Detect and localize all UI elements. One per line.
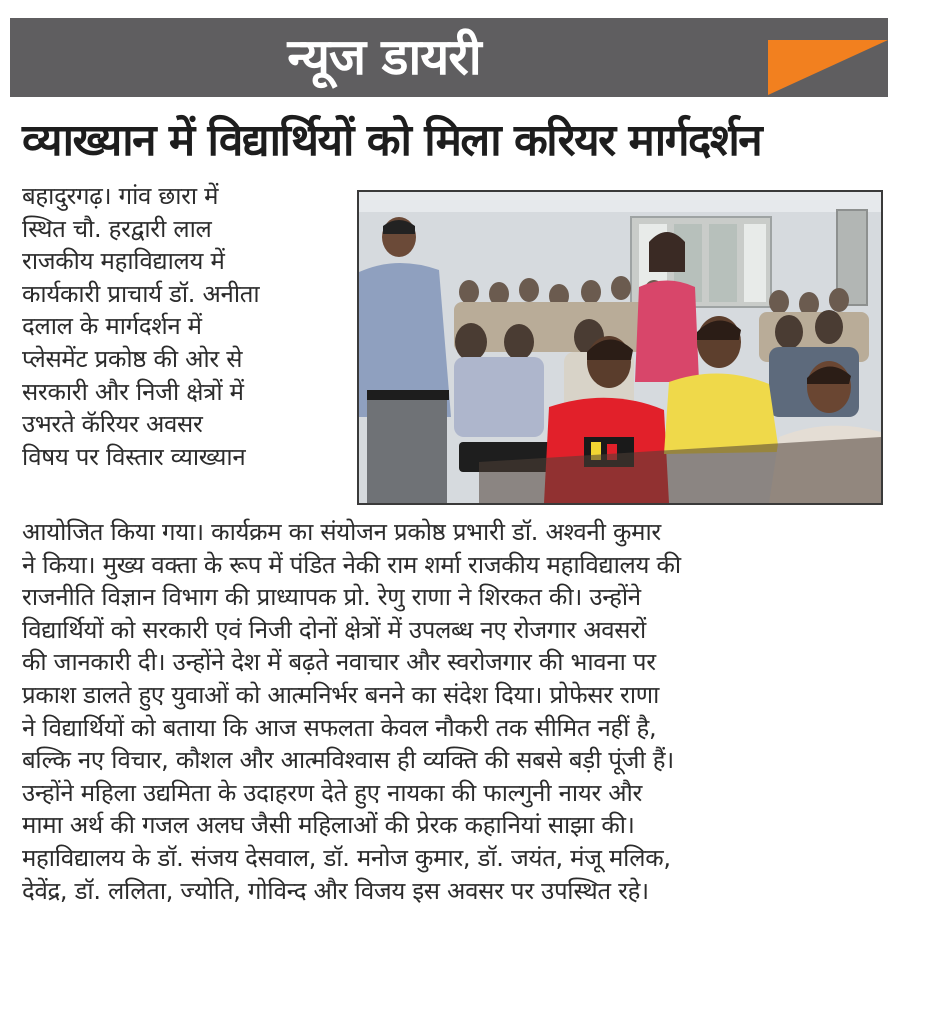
body-line: देवेंद्र, डॉ. ललिता, ज्योति, गोविन्द और विजय इस अवसर पर उपस्थित रहे। [22, 876, 649, 905]
body-line: विषय पर विस्तार व्याख्यान [22, 442, 246, 471]
body-line: कार्यकारी प्राचार्य डॉ. अनीता [22, 279, 260, 308]
body-line: उभरते कॅरियर अवसर [22, 410, 203, 439]
article-intro-column [22, 180, 352, 473]
body-line: बल्कि नए विचार, कौशल और आत्मविश्वास ही व्यक्ति की सबसे बड़ी पूंजी हैं। [22, 746, 674, 775]
classroom-photo-illustration [359, 192, 881, 503]
body-line: राजनीति विज्ञान विभाग की प्राध्यापक प्रो. रेणु राणा ने शिरकत की। उन्होंने [22, 583, 641, 612]
body-line: महाविद्यालय के डॉ. संजय देसवाल, डॉ. मनोज कुमार, डॉ. जयंत, मंजू मलिक, [22, 843, 671, 872]
article-photo [357, 190, 883, 505]
article-body [22, 516, 927, 907]
body-line: दलाल के मार्गदर्शन में [22, 312, 202, 341]
section-title: न्यूज डायरी [287, 28, 481, 86]
body-line: स्थित चौ. हरद्वारी लाल [22, 214, 212, 243]
banner-fold-corner [768, 40, 888, 95]
body-line: बहादुरगढ़। गांव छारा में [22, 182, 219, 210]
body-line: उन्होंने महिला उद्यमिता के उदाहरण देते हुए नायका की फाल्गुनी नायर और [22, 778, 643, 807]
body-line: प्रकाश डालते हुए युवाओं को आत्मनिर्भर बनने का संदेश दिया। प्रोफेसर राणा [22, 680, 660, 709]
body-line: आयोजित किया गया। कार्यक्रम का संयोजन प्रकोष्ठ प्रभारी डॉ. अश्वनी कुमार [22, 518, 661, 546]
body-line: सरकारी और निजी क्षेत्रों में [22, 377, 244, 406]
body-line: की जानकारी दी। उन्होंने देश में बढ़ते नवाचार और स्वरोजगार की भावना पर [22, 648, 656, 677]
article-headline: व्याख्यान में विद्यार्थियों को मिला करियर मार्गदर्शन [22, 115, 762, 166]
body-line: ने किया। मुख्य वक्ता के रूप में पंडित नेकी राम शर्मा राजकीय महाविद्यालय की [22, 550, 681, 579]
body-line: राजकीय महाविद्यालय में [22, 247, 225, 276]
body-line: ने विद्यार्थियों को बताया कि आज सफलता केवल नौकरी तक सीमित नहीं है, [22, 713, 657, 742]
body-line: प्लेसमेंट प्रकोष्ठ की ओर से [22, 344, 243, 373]
section-banner [10, 18, 888, 97]
body-line: विद्यार्थियों को सरकारी एवं निजी दोनों क्षेत्रों में उपलब्ध नए रोजगार अवसरों [22, 615, 646, 644]
body-line: मामा अर्थ की गजल अलघ जैसी महिलाओं की प्रेरक कहानियां साझा की। [22, 811, 635, 840]
